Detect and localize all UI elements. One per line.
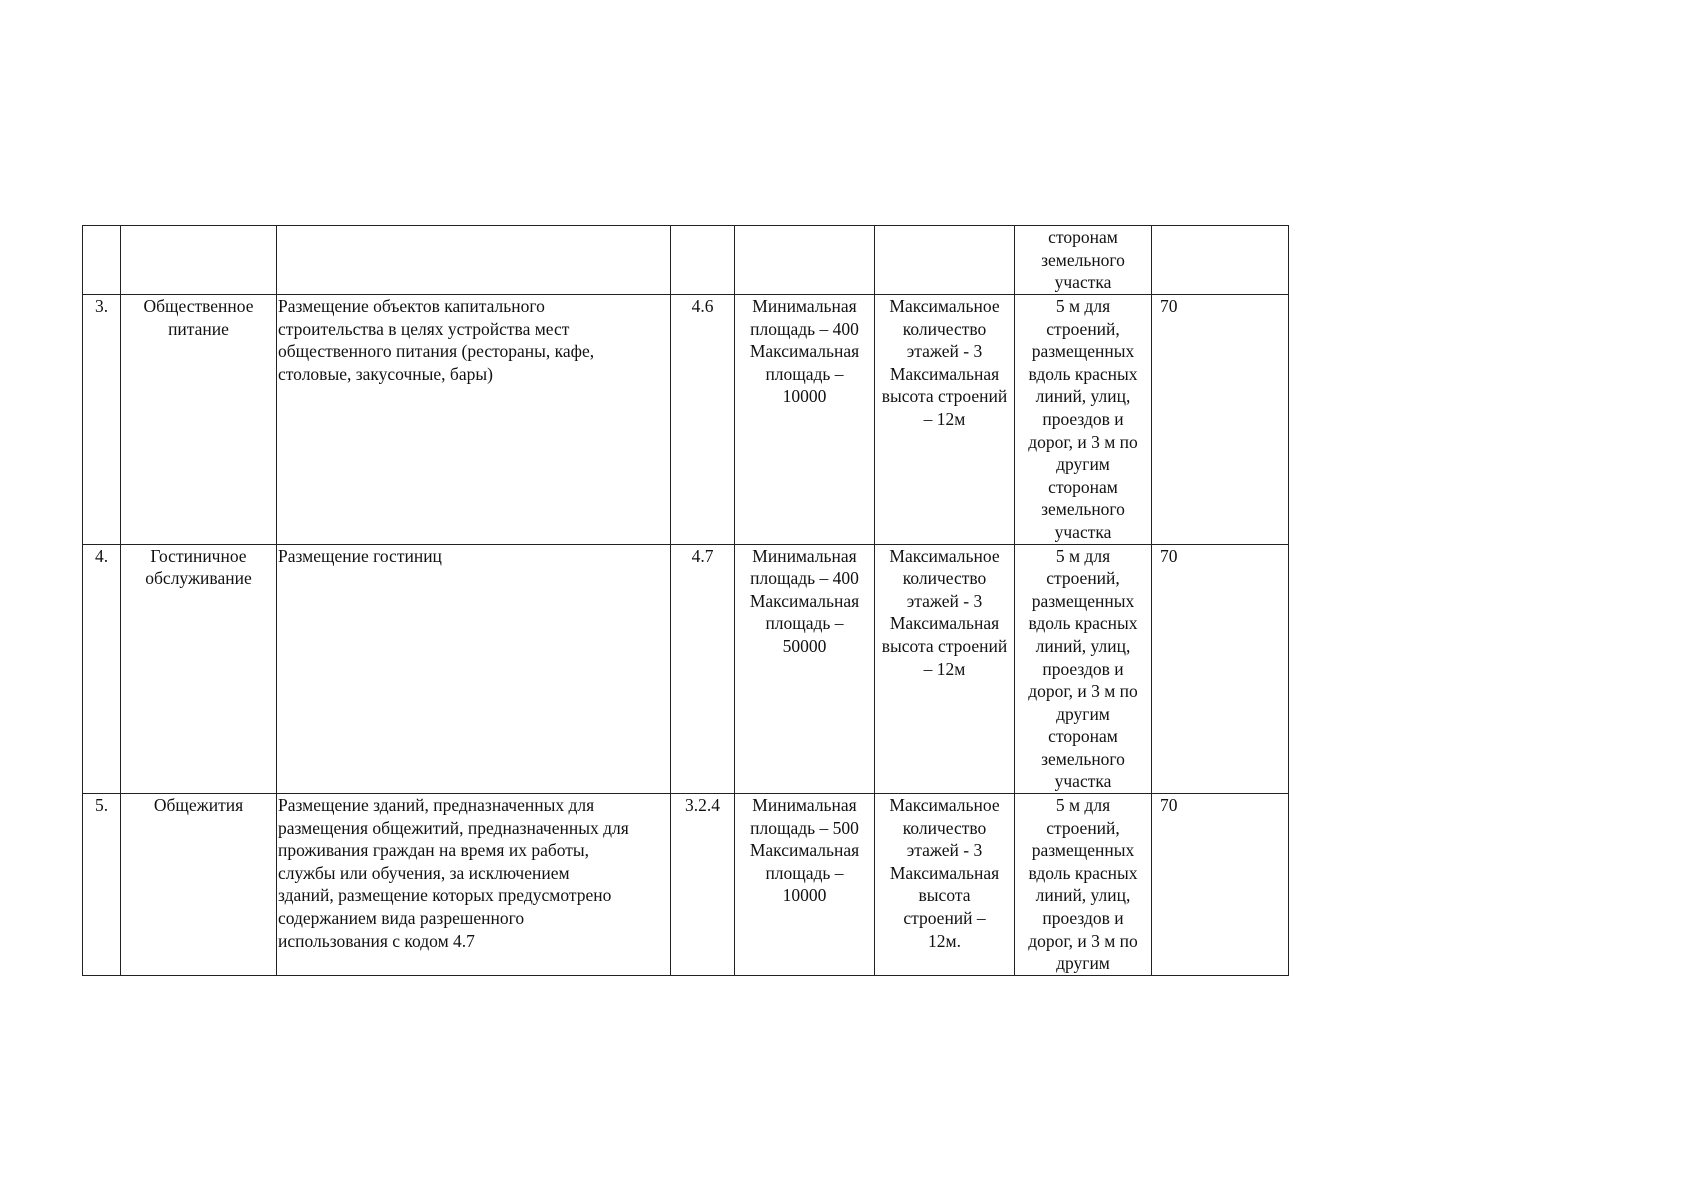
cell-code: 3.2.4 — [671, 794, 735, 976]
desc-line: проживания граждан на время их работы, — [278, 840, 590, 861]
area-line: площадь – 500 — [750, 817, 859, 838]
desc-line: использования с кодом 4.7 — [278, 930, 475, 951]
floor-line: Максимальное — [889, 545, 1000, 566]
floor-line: этажей - 3 — [906, 840, 983, 861]
area-line: площадь – 400 — [750, 318, 859, 339]
setback-line: сторонам — [1048, 726, 1118, 747]
cell-desc — [277, 295, 671, 545]
cell-floors — [875, 544, 1015, 794]
floor-line: – 12м — [923, 658, 966, 679]
floor-line: – 12м — [923, 408, 966, 429]
setback-line: строений, — [1046, 568, 1120, 589]
setback-line: строений, — [1046, 318, 1120, 339]
cell-area — [735, 794, 875, 976]
setback-line: вдоль красных — [1028, 363, 1138, 384]
cell-num — [83, 226, 121, 295]
floor-line: высота строений — [881, 635, 1008, 656]
cell-name — [121, 544, 277, 794]
name-line: Общежития — [153, 795, 244, 816]
cell-area — [735, 544, 875, 794]
cell-setback — [1015, 226, 1152, 295]
table-row — [83, 794, 1289, 976]
setback-line: участка — [1054, 521, 1112, 542]
cell-area — [735, 295, 875, 545]
cell-name — [121, 295, 277, 545]
floor-line: строений – — [903, 908, 986, 929]
area-line: Минимальная — [752, 795, 857, 816]
area-line: площадь – 400 — [750, 568, 859, 589]
setback-line: вдоль красных — [1028, 613, 1138, 634]
name-line: Общественное — [143, 296, 254, 316]
desc-line: столовые, закусочные, бары) — [278, 363, 493, 384]
cell-pct — [1152, 226, 1289, 295]
floor-line: этажей - 3 — [906, 341, 983, 362]
setback-line: земельного — [1041, 748, 1125, 769]
cell-pct: 70 — [1152, 794, 1289, 976]
cell-floors — [875, 226, 1015, 295]
setback-line: земельного — [1041, 249, 1125, 270]
area-line: 10000 — [782, 386, 827, 407]
cell-setback — [1015, 295, 1152, 545]
setback-line: 5 м для — [1055, 296, 1111, 316]
desc-line: общественного питания (рестораны, кафе, — [278, 341, 595, 362]
setback-line: 5 м для — [1055, 795, 1111, 816]
table-row — [83, 295, 1289, 545]
name-line: обслуживание — [145, 568, 252, 589]
area-line: 10000 — [782, 885, 827, 906]
cell-num: 4. — [83, 544, 121, 794]
cell-setback — [1015, 544, 1152, 794]
setback-line: вдоль красных — [1028, 862, 1138, 883]
setback-line: проездов и — [1042, 408, 1124, 429]
area-line: 50000 — [782, 635, 827, 656]
setback-line: другим — [1056, 703, 1110, 724]
floor-line: высота — [918, 885, 971, 906]
desc-line: Размещение гостиниц — [278, 545, 442, 566]
setback-line: сторонам — [1048, 476, 1118, 497]
floor-line: высота строений — [881, 386, 1008, 407]
cell-pct: 70 — [1152, 544, 1289, 794]
cell-floors — [875, 794, 1015, 976]
table-row-continuation — [83, 226, 1289, 295]
desc-line: службы или обучения, за исключением — [278, 862, 570, 883]
cell-num: 3. — [83, 295, 121, 545]
floor-line: Максимальное — [889, 296, 1000, 316]
floor-line: Максимальная — [889, 862, 1000, 883]
setback-line: участка — [1054, 272, 1112, 293]
setback-line: другим — [1056, 953, 1110, 974]
setback-line: сторонам — [1048, 227, 1118, 247]
setback-line: дорог, и 3 м по — [1028, 681, 1138, 702]
cell-name — [121, 794, 277, 976]
desc-line: строительства в целях устройства мест — [278, 318, 570, 339]
setback-line: дорог, и 3 м по — [1028, 930, 1138, 951]
cell-floors — [875, 295, 1015, 545]
desc-line: зданий, размещение которых предусмотрено — [278, 885, 612, 906]
setback-line: линий, улиц, — [1035, 635, 1131, 656]
floor-line: количество — [902, 568, 987, 589]
cell-desc — [277, 226, 671, 295]
cell-pct: 70 — [1152, 295, 1289, 545]
desc-line: размещения общежитий, предназначенных для — [278, 817, 629, 838]
cell-name — [121, 226, 277, 295]
name-line: Гостиничное — [150, 545, 247, 566]
setback-line: участка — [1054, 771, 1112, 792]
area-line: площадь – — [765, 363, 844, 384]
cell-setback — [1015, 794, 1152, 976]
cell-code — [671, 226, 735, 295]
name-line: питание — [168, 318, 229, 339]
setback-line: строений, — [1046, 817, 1120, 838]
cell-desc — [277, 794, 671, 976]
setback-line: 5 м для — [1055, 545, 1111, 566]
setback-line: линий, улиц, — [1035, 386, 1131, 407]
desc-line: содержанием вида разрешенного — [278, 908, 525, 929]
area-line: Максимальная — [749, 840, 860, 861]
cell-desc — [277, 544, 671, 794]
area-line: площадь – — [765, 862, 844, 883]
setback-line: линий, улиц, — [1035, 885, 1131, 906]
floor-line: количество — [902, 318, 987, 339]
setback-line: размещенных — [1031, 840, 1135, 861]
floor-line: 12м. — [928, 930, 961, 951]
cell-code: 4.6 — [671, 295, 735, 545]
cell-area — [735, 226, 875, 295]
area-line: Максимальная — [749, 341, 860, 362]
floor-line: Максимальное — [889, 795, 1000, 816]
setback-line: проездов и — [1042, 908, 1124, 929]
table-row — [83, 544, 1289, 794]
desc-line: Размещение объектов капитального — [278, 296, 545, 316]
setback-line: земельного — [1041, 499, 1125, 520]
setback-line: размещенных — [1031, 590, 1135, 611]
cell-num: 5. — [83, 794, 121, 976]
zoning-table — [82, 225, 1289, 976]
setback-line: проездов и — [1042, 658, 1124, 679]
desc-line: Размещение зданий, предназначенных для — [278, 795, 595, 816]
floor-line: количество — [902, 817, 987, 838]
area-line: Минимальная — [752, 296, 857, 316]
floor-line: этажей - 3 — [906, 590, 983, 611]
area-line: Минимальная — [752, 545, 857, 566]
floor-line: Максимальная — [889, 613, 1000, 634]
setback-line: размещенных — [1031, 341, 1135, 362]
area-line: Максимальная — [749, 590, 860, 611]
setback-line: дорог, и 3 м по — [1028, 431, 1138, 452]
floor-line: Максимальная — [889, 363, 1000, 384]
area-line: площадь – — [765, 613, 844, 634]
cell-code: 4.7 — [671, 544, 735, 794]
setback-line: другим — [1056, 454, 1110, 475]
